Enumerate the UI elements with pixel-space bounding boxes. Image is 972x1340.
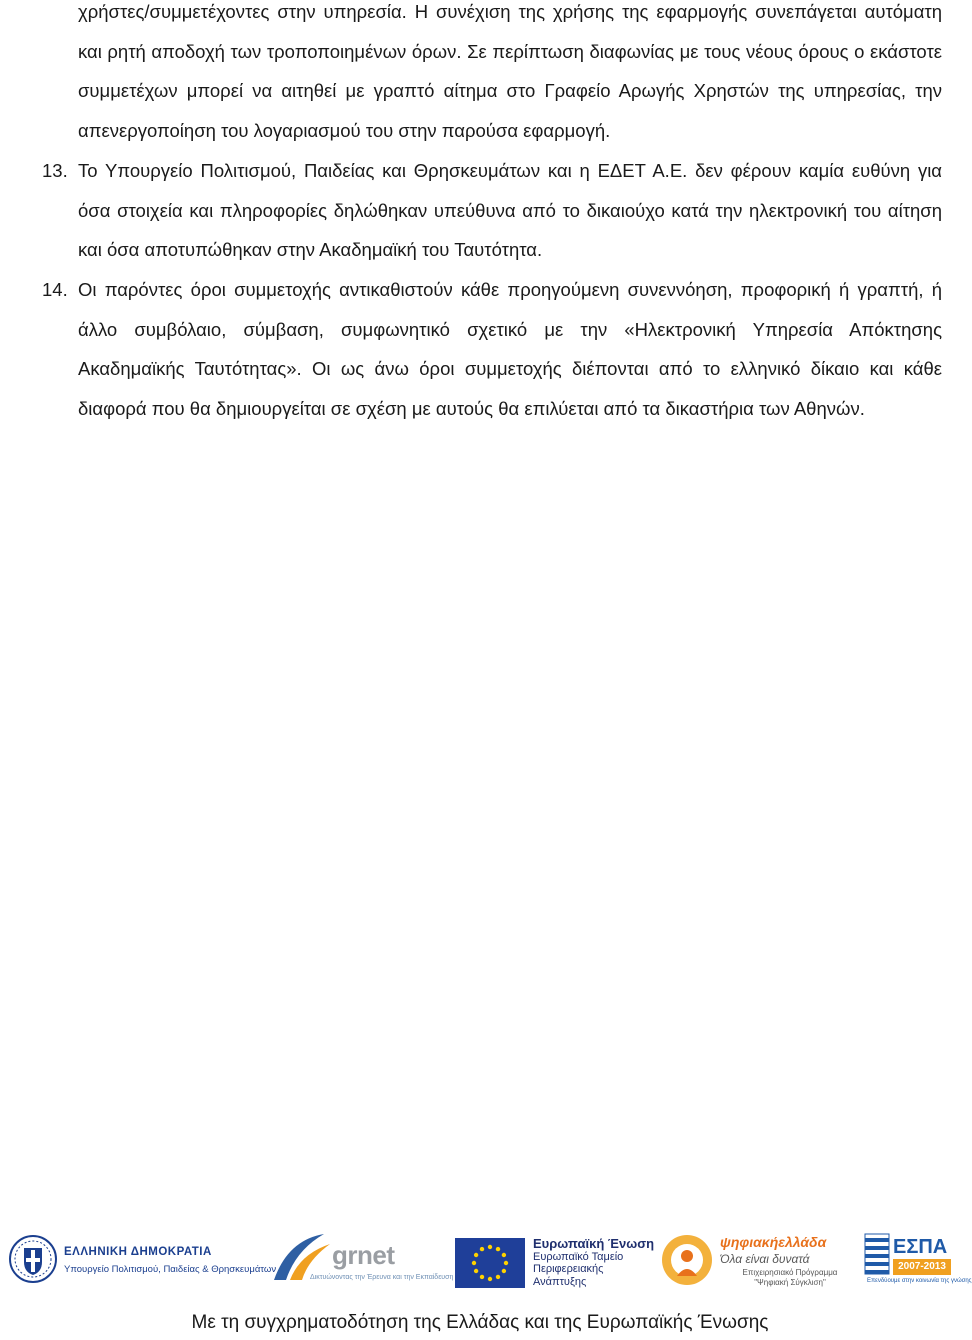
digital-greece-program [726, 1268, 854, 1288]
grnet-tagline: Δικτυώνοντας την Έρευνα και την Εκπαίδευση [310, 1274, 454, 1281]
clause-number: 13. [42, 159, 68, 181]
eu-line-3: Περιφερειακής [533, 1263, 604, 1275]
espa-years: 2007-2013 [893, 1259, 951, 1275]
greek-emblem-icon [8, 1234, 58, 1284]
clause-14 [42, 270, 942, 429]
eu-erdf-logo [455, 1238, 655, 1290]
sponsor-logos-bar [0, 1224, 972, 1296]
espa-word: ΕΣΠΑ [893, 1236, 948, 1258]
program-line-1: Επιχειρησιακό Πρόγραμμα [742, 1268, 838, 1277]
clause-text: Οι παρόντες όροι συμμετοχής αντικαθιστούν κάθε προηγούμενη συνεννόηση, προφορική ή γραπτή, ή άλλο συμβόλαιο, σύμβαση, συμφωνητικό σχετικό με την «Ηλεκτρονική Υπηρεσία Απόκτησης Ακαδημαϊκής Ταυτότητας». Οι ως άνω όροι συμμετοχής διέπονται από το ελληνικό δίκαιο και κάθε διαφορά που θα δημιουργείται σε σχέση με αυτούς θα επιλύεται από τα δικαστήρια των Αθηνών. [78, 278, 942, 420]
grnet-logo [270, 1230, 480, 1290]
ministry-name: Υπουργείο Πολιτισμού, Παιδείας & Θρησκευμάτων [64, 1264, 277, 1275]
cofinancing-footer: Με τη συγχρηματοδότηση της Ελλάδας και της Ευρωπαϊκής Ένωσης [191, 1312, 769, 1333]
eu-line-2: Ευρωπαϊκό Ταμείο [533, 1250, 624, 1263]
digital-greece-title: ψηφιακήελλάδα [720, 1234, 827, 1250]
clause-13 [42, 151, 942, 270]
eu-text-block [533, 1238, 654, 1288]
clause-text: Το Υπουργείο Πολιτισμού, Παιδείας και Θρησκευμάτων και η ΕΔΕΤ Α.Ε. δεν φέρουν καμία ευθύνη για όσα στοιχεία και πληροφορίες δηλώθηκαν υπεύθυνα από το δικαιούχο κατά την ηλεκτρονική του αίτηση και όσα αποτυπώθηκαν στην Ακαδημαϊκή του Ταυτότητα. [78, 159, 942, 261]
paragraph-continuation: χρήστες/συμμετέχοντες στην υπηρεσία. Η συνέχιση της χρήσης της εφαρμογής συνεπάγεται αυτόματη και ρητή αποδοχή των τροποποιημένων όρων. Σε περίπτωση διαφωνίας με τους νέους όρους ο εκάστοτε συμμετέχων μπορεί να αιτηθεί με γραπτό αίτημα στο Γραφείο Αρωγής Χρηστών της υπηρεσίας, την απενεργοποίηση του λογαριασμού του στην παρούσα εφαρμογή. [78, 1, 942, 142]
clause-number: 14. [42, 278, 68, 300]
eu-line-4: Ανάπτυξης [533, 1275, 587, 1288]
program-line-2: "Ψηφιακή Σύγκλιση" [754, 1278, 826, 1287]
eu-flag-icon [455, 1238, 525, 1288]
document-body [42, 0, 942, 429]
digital-greece-logo [660, 1232, 860, 1292]
espa-logo [865, 1232, 972, 1292]
psifiaki-emblem-icon [660, 1232, 714, 1288]
digital-greece-slogan: Όλα είναι δυνατά [720, 1252, 810, 1266]
hellenic-republic-title: ΕΛΛΗΝΙΚΗ ΔΗΜΟΚΡΑΤΙΑ [64, 1246, 212, 1258]
espa-tagline: Επενδύουμε στην κοινωνία της γνώσης [867, 1278, 972, 1284]
grnet-name: grnet [332, 1240, 395, 1270]
eu-line-1: Ευρωπαϊκή Ένωση [533, 1236, 655, 1251]
hellenic-republic-logo [8, 1234, 277, 1286]
